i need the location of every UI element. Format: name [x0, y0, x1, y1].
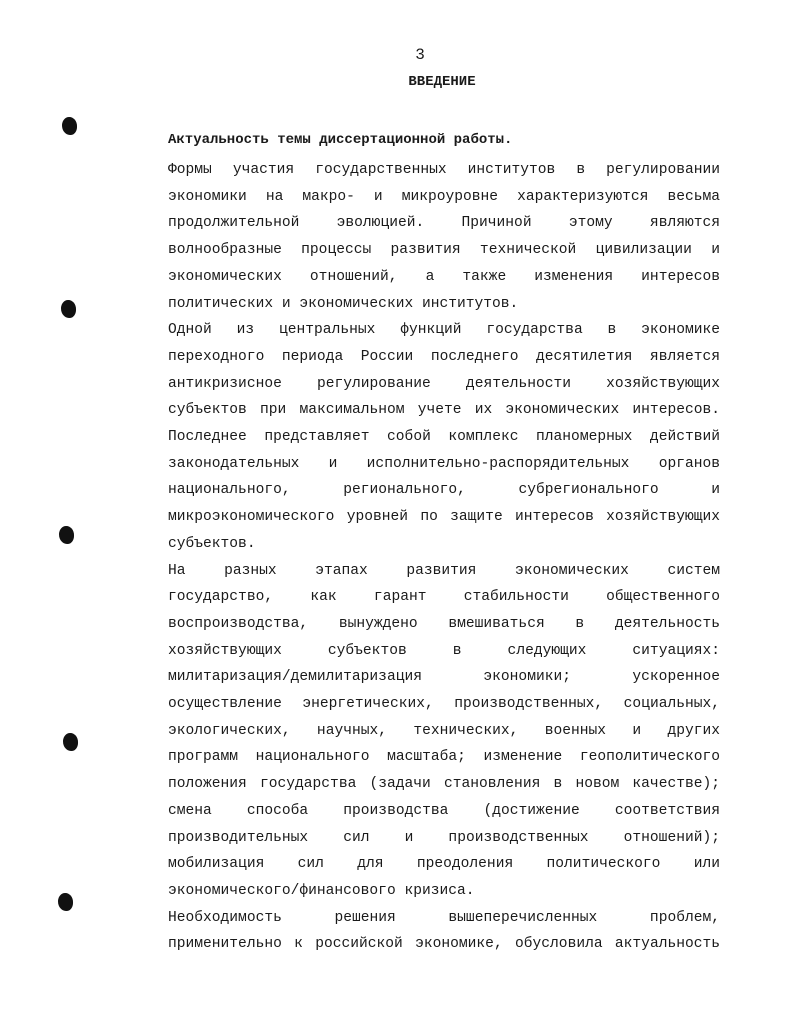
text-line: экономических отношений, а также изменения интересов: [168, 268, 720, 285]
text-line: программ национального масштаба; изменение геополитического: [168, 749, 720, 766]
text-line: Одной из центральных функций государства в экономике: [168, 322, 720, 339]
text-line: субъектов.: [168, 535, 256, 552]
text-line: экологических, научных, технических, военных и других: [168, 722, 720, 739]
punch-hole-mark: [62, 117, 77, 135]
text-line: экономического/финансового кризиса.: [168, 882, 475, 899]
text-line: государство, как гарант стабильности общественного: [168, 589, 720, 606]
page-number: 3: [415, 46, 425, 64]
text-line: воспроизводства, вынуждено вмешиваться в деятельность: [168, 615, 720, 632]
text-line: мобилизация сил для преодоления политического или: [168, 856, 720, 873]
punch-hole-mark: [63, 733, 78, 751]
text-line: политических и экономических институтов.: [168, 295, 519, 312]
text-line: производительных сил и производственных отношений);: [168, 829, 720, 846]
section-title: Актуальность темы диссертационной работы.: [168, 132, 513, 148]
text-line: хозяйствующих субъектов в следующих ситуациях:: [168, 642, 720, 659]
document-body: [122, 157, 720, 958]
text-line: применительно к российской экономике, обусловила актуальность: [168, 936, 720, 953]
text-line: смена способа производства (достижение соответствия: [168, 802, 720, 819]
paragraph: [122, 317, 720, 557]
text-line: антикризисное регулирование деятельности хозяйствующих: [168, 375, 720, 392]
text-line: осуществление энергетических, производственных, социальных,: [168, 696, 720, 713]
text-line: положения государства (задачи становления в новом качестве);: [168, 776, 720, 793]
punch-hole-mark: [59, 526, 74, 544]
paragraph: [122, 157, 720, 317]
text-line: экономики на макро- и микроуровне характеризуются весьма: [168, 188, 720, 205]
punch-hole-mark: [61, 300, 76, 318]
text-line: микроэкономического уровней по защите интересов хозяйствующих: [168, 509, 720, 526]
text-line: законодательных и исполнительно-распорядительных органов: [168, 455, 720, 472]
text-line: На разных этапах развития экономических систем: [168, 562, 720, 579]
text-line: субъектов при максимальном учете их экономических интересов.: [168, 402, 720, 419]
chapter-heading: ВВЕДЕНИЕ: [408, 74, 476, 90]
text-line: волнообразные процессы развития технической цивилизации и: [168, 242, 720, 259]
paragraph: [122, 558, 720, 905]
text-line: Последнее представляет собой комплекс планомерных действий: [168, 429, 720, 446]
text-line: Формы участия государственных институтов в регулировании: [168, 162, 720, 178]
text-line: национального, регионального, субрегионального и: [168, 482, 720, 499]
punch-hole-mark: [58, 893, 73, 911]
text-line: переходного периода России последнего десятилетия является: [168, 348, 720, 365]
text-line: Необходимость решения вышеперечисленных проблем,: [168, 909, 720, 926]
text-line: продолжительной эволюцией. Причиной этому являются: [168, 215, 720, 232]
text-line: милитаризация/демилитаризация экономики; ускоренное: [168, 669, 720, 686]
paragraph: [122, 905, 720, 958]
